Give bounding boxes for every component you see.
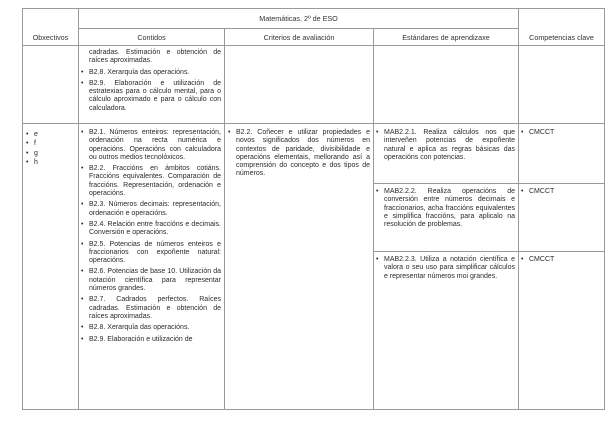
list-item: • B2.2. Fraccións en ámbitos cotiáns. Fraccións equivalentes. Comparación de fraccións. Representación, ordenación e operacións. bbox=[81, 165, 221, 198]
list-item: • B2.7. Cadrados perfectos. Raíces cadradas. Estimación e obtención de raíces aproximadas. bbox=[81, 296, 221, 320]
block2-competence-1 bbox=[521, 129, 601, 140]
grid-line bbox=[22, 45, 605, 46]
grid-line bbox=[22, 409, 605, 410]
grid-line bbox=[22, 123, 605, 124]
grid-line bbox=[373, 28, 374, 410]
list-item: • h bbox=[26, 158, 38, 166]
block2-criteria-list bbox=[228, 129, 370, 182]
header-criteria: Criterios de avaliación bbox=[263, 33, 335, 42]
grid-line bbox=[373, 251, 605, 252]
block2-standard-1 bbox=[376, 129, 515, 165]
block2-competence-2 bbox=[521, 188, 601, 199]
list-item: • CMCCT bbox=[521, 188, 555, 195]
list-item: • B2.9. Elaboración e utilización de estratexias para o cálculo mental, para o cálculo aproximado e para o cálculo con calculadora. bbox=[81, 79, 221, 112]
list-item: • e bbox=[26, 131, 38, 138]
list-item: • B2.1. Números enteiros: representación, ordenación na recta numérica e operacións. Operacións con calculadora ou outros medios tecnolóxicos. bbox=[81, 129, 221, 161]
list-item: • B2.3. Números decimais: representación, ordenación e operacións. bbox=[81, 201, 221, 217]
list-item: • MAB2.2.2. Realiza operacións de conversión entre números decimais e fraccionarios, acha fraccións equivalentes e simplifica fraccións, para aplicalo na resolución de problemas. bbox=[376, 188, 515, 229]
grid-line bbox=[604, 8, 605, 410]
list-item: • MAB2.2.1. Realiza cálculos nos que interveñen potencias de expoñente natural e aplica as regras básicas das operacións con potencias. bbox=[376, 129, 515, 161]
block2-competence-3 bbox=[521, 256, 601, 267]
list-item: • B2.8. Xerarquía das operacións. bbox=[81, 324, 190, 332]
grid-line bbox=[518, 8, 519, 410]
list-item: • B2.9. Elaboración e utilización de bbox=[81, 335, 193, 343]
list-item: • CMCCT bbox=[521, 129, 555, 136]
grid-line bbox=[224, 28, 225, 410]
block2-objectives-list bbox=[26, 131, 76, 168]
block2-contents-list bbox=[81, 129, 221, 347]
list-item: • B2.2. Coñecer e utilizar propiedades e novos significados dos números en contextos de paridade, divisibilidade e operacións elementais, mellorando así a comprensión do concepto e dos tipos de números. bbox=[228, 129, 370, 178]
list-item: • B2.5. Potencias de números enteiros e fraccionarios con expoñente natural: operacións. bbox=[81, 240, 221, 265]
list-item: • MAB2.2.3. Utiliza a notación científica e valora o seu uso para simplificar cálculos e representar números moi grandes. bbox=[376, 256, 515, 280]
block2-standard-2 bbox=[376, 188, 515, 232]
list-item: • B2.8. Xerarquía das operacións. bbox=[81, 68, 190, 76]
list-item: • CMCCT bbox=[521, 256, 555, 263]
grid-line bbox=[22, 8, 605, 9]
header-standards: Estándares de aprendizaxe bbox=[402, 33, 490, 42]
grid-line bbox=[78, 28, 519, 29]
grid-line bbox=[78, 8, 79, 410]
grid-line bbox=[22, 8, 23, 410]
block2-standard-3 bbox=[376, 256, 515, 284]
list-item: • B2.6. Potencias de base 10. Utilización da notación científica para representar números grandes. bbox=[81, 268, 221, 293]
table-title: Matemáticas. 2º de ESO bbox=[259, 14, 338, 23]
list-item: • g bbox=[26, 149, 38, 157]
header-contents: Contidos bbox=[137, 33, 166, 42]
grid-line bbox=[373, 183, 605, 184]
block1-contents-list bbox=[81, 49, 221, 116]
list-item: cadradas. Estimación e obtención de raíces aproximadas. bbox=[89, 49, 221, 65]
header-objectives: Obxectivos bbox=[32, 33, 69, 42]
list-item: • f bbox=[26, 140, 36, 148]
list-item: • B2.4. Relación entre fraccións e decimais. Conversión e operacións. bbox=[81, 220, 221, 237]
header-competences: Competencias clave bbox=[529, 33, 594, 42]
